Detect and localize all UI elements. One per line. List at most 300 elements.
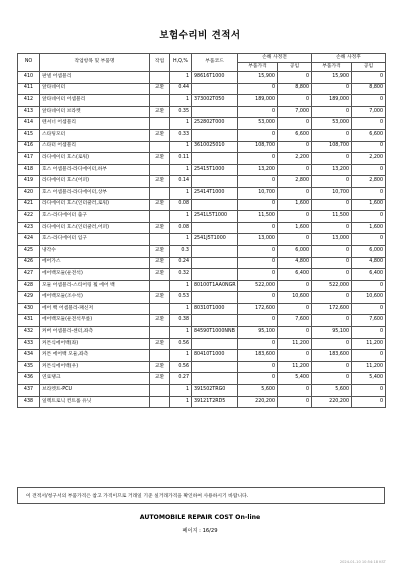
cell-before-labor: 10,600 bbox=[278, 292, 312, 304]
cell-after-labor: 11,200 bbox=[352, 338, 386, 350]
cell-code bbox=[192, 129, 238, 141]
cell-item: 호스-라디에이터 출구 bbox=[40, 211, 150, 223]
cell-before-part-price: 0 bbox=[238, 269, 278, 281]
cell-before-part-price: 183,600 bbox=[238, 350, 278, 362]
cell-item: 앞타네이터 bbox=[40, 83, 150, 95]
cell-after-part-price: 522,000 bbox=[312, 280, 352, 292]
cell-before-labor: 0 bbox=[278, 118, 312, 130]
cell-item: 커버 어셈블리-센터,좌측 bbox=[40, 327, 150, 339]
cell-no: 418 bbox=[18, 164, 40, 176]
cell-item: 스타팅모터 bbox=[40, 129, 150, 141]
cell-no: 416 bbox=[18, 141, 40, 153]
cell-hqty: 1 bbox=[170, 396, 192, 408]
cell-no: 429 bbox=[18, 292, 40, 304]
cell-before-labor: 7,600 bbox=[278, 315, 312, 327]
cell-before-labor: 6,400 bbox=[278, 269, 312, 281]
col-after-part-price: 부품가격 bbox=[312, 63, 352, 72]
cell-work: 교환 bbox=[150, 373, 170, 385]
col-after: 손해 사정후 bbox=[312, 54, 386, 63]
cell-before-part-price: 0 bbox=[238, 257, 278, 269]
cell-before-labor: 0 bbox=[278, 211, 312, 223]
cell-work bbox=[150, 141, 170, 153]
table-row bbox=[18, 72, 386, 84]
cell-item: 커튼식에어백(좌) bbox=[40, 338, 150, 350]
cell-no: 419 bbox=[18, 176, 40, 188]
cell-before-labor: 0 bbox=[278, 350, 312, 362]
cell-after-part-price: 0 bbox=[312, 245, 352, 257]
cell-hqty: 1 bbox=[170, 72, 192, 84]
cell-no: 436 bbox=[18, 373, 40, 385]
cell-no: 424 bbox=[18, 234, 40, 246]
cell-code bbox=[192, 269, 238, 281]
table-row bbox=[18, 385, 386, 397]
cell-before-part-price: 11,500 bbox=[238, 211, 278, 223]
cell-work: 교환 bbox=[150, 83, 170, 95]
cell-code bbox=[192, 176, 238, 188]
cell-no: 412 bbox=[18, 95, 40, 107]
cell-work bbox=[150, 396, 170, 408]
table-row bbox=[18, 234, 386, 246]
cell-no: 437 bbox=[18, 385, 40, 397]
cell-before-labor: 6,600 bbox=[278, 129, 312, 141]
cell-hqty: 0.35 bbox=[170, 106, 192, 118]
cell-hqty: 1 bbox=[170, 118, 192, 130]
cell-before-part-price: 0 bbox=[238, 199, 278, 211]
col-code: 부품코드 bbox=[192, 54, 238, 72]
cell-code bbox=[192, 315, 238, 327]
cell-before-part-price: 53,000 bbox=[238, 118, 278, 130]
cell-work bbox=[150, 187, 170, 199]
cell-work bbox=[150, 327, 170, 339]
col-before: 손해 사정전 bbox=[238, 54, 312, 63]
cell-item: 라디에이터 호스(인터쿨러,로워) bbox=[40, 199, 150, 211]
cell-code: 3610025010 bbox=[192, 141, 238, 153]
cell-code bbox=[192, 292, 238, 304]
cell-hqty: 0.56 bbox=[170, 338, 192, 350]
cell-hqty: 0.56 bbox=[170, 361, 192, 373]
cell-hqty: 0.08 bbox=[170, 222, 192, 234]
table-row bbox=[18, 373, 386, 385]
cell-code: 2541L5T1000 bbox=[192, 211, 238, 223]
cell-before-part-price: 0 bbox=[238, 361, 278, 373]
cell-no: 423 bbox=[18, 222, 40, 234]
cell-after-labor: 7,000 bbox=[352, 106, 386, 118]
cell-after-labor: 0 bbox=[352, 211, 386, 223]
cell-no: 413 bbox=[18, 106, 40, 118]
cell-hqty: 1 bbox=[170, 350, 192, 362]
cell-code: 25415T1000 bbox=[192, 164, 238, 176]
col-no: NO bbox=[18, 54, 40, 72]
cell-no: 420 bbox=[18, 187, 40, 199]
cell-after-labor: 0 bbox=[352, 141, 386, 153]
cell-after-part-price: 0 bbox=[312, 153, 352, 165]
table-row bbox=[18, 303, 386, 315]
cell-work bbox=[150, 211, 170, 223]
cell-no: 422 bbox=[18, 211, 40, 223]
cell-after-part-price: 0 bbox=[312, 373, 352, 385]
cell-hqty: 0.14 bbox=[170, 176, 192, 188]
cell-after-labor: 0 bbox=[352, 303, 386, 315]
cell-after-part-price: 53,000 bbox=[312, 118, 352, 130]
cell-code bbox=[192, 257, 238, 269]
cell-item: 호스 어셈블리-라디에이터,상부 bbox=[40, 187, 150, 199]
cell-work: 교환 bbox=[150, 176, 170, 188]
col-hqty: H,Q,% bbox=[170, 54, 192, 72]
table-row bbox=[18, 350, 386, 362]
cell-hqty: 1 bbox=[170, 280, 192, 292]
table-row bbox=[18, 129, 386, 141]
cell-no: 410 bbox=[18, 72, 40, 84]
cell-after-labor: 0 bbox=[352, 72, 386, 84]
cell-before-part-price: 0 bbox=[238, 106, 278, 118]
cell-after-part-price: 0 bbox=[312, 338, 352, 350]
cell-before-labor: 0 bbox=[278, 72, 312, 84]
cell-item: 판넬 어셈블리 bbox=[40, 72, 150, 84]
cell-no: 431 bbox=[18, 315, 40, 327]
cell-after-labor: 10,600 bbox=[352, 292, 386, 304]
cell-after-labor: 0 bbox=[352, 164, 386, 176]
cell-after-labor: 11,200 bbox=[352, 361, 386, 373]
cell-no: 428 bbox=[18, 280, 40, 292]
cell-before-labor: 0 bbox=[278, 280, 312, 292]
cell-hqty: 1 bbox=[170, 211, 192, 223]
table-header bbox=[18, 54, 386, 72]
cell-after-part-price: 183,600 bbox=[312, 350, 352, 362]
table-body bbox=[18, 72, 386, 408]
cell-work: 교환 bbox=[150, 245, 170, 257]
cell-before-part-price: 0 bbox=[238, 153, 278, 165]
col-item: 작업항목 및 부품명 bbox=[40, 54, 150, 72]
cell-work bbox=[150, 72, 170, 84]
cell-before-labor: 0 bbox=[278, 187, 312, 199]
table-row bbox=[18, 164, 386, 176]
cell-work bbox=[150, 303, 170, 315]
cell-code bbox=[192, 338, 238, 350]
cell-after-labor: 1,600 bbox=[352, 222, 386, 234]
cell-after-labor: 2,800 bbox=[352, 176, 386, 188]
cell-after-part-price: 15,900 bbox=[312, 72, 352, 84]
cell-item: 모듈 어셈블리-스티어링 휠 에어 백 bbox=[40, 280, 150, 292]
table-row bbox=[18, 95, 386, 107]
col-after-labor: 공임 bbox=[352, 63, 386, 72]
table-row bbox=[18, 106, 386, 118]
cell-item: 라디에이터 호스(인터쿨러,어퍼) bbox=[40, 222, 150, 234]
cell-hqty: 1 bbox=[170, 95, 192, 107]
cell-code: 98616T1000 bbox=[192, 72, 238, 84]
cell-no: 427 bbox=[18, 269, 40, 281]
cell-hqty: 0.44 bbox=[170, 83, 192, 95]
cell-after-labor: 6,600 bbox=[352, 129, 386, 141]
cell-before-labor: 0 bbox=[278, 141, 312, 153]
cell-before-labor: 0 bbox=[278, 385, 312, 397]
table-row bbox=[18, 257, 386, 269]
cell-hqty: 0.33 bbox=[170, 129, 192, 141]
cell-work: 교환 bbox=[150, 106, 170, 118]
cell-no: 411 bbox=[18, 83, 40, 95]
cell-after-labor: 0 bbox=[352, 280, 386, 292]
cell-after-part-price: 220,200 bbox=[312, 396, 352, 408]
cell-hqty: 1 bbox=[170, 327, 192, 339]
cell-no: 438 bbox=[18, 396, 40, 408]
table-row bbox=[18, 118, 386, 130]
cell-item: 일렉트로닉 컨트롤 유닛 bbox=[40, 396, 150, 408]
cell-code bbox=[192, 106, 238, 118]
cell-no: 421 bbox=[18, 199, 40, 211]
cell-hqty: 0.11 bbox=[170, 153, 192, 165]
cell-before-part-price: 0 bbox=[238, 338, 278, 350]
cell-work bbox=[150, 118, 170, 130]
cell-before-part-price: 13,200 bbox=[238, 164, 278, 176]
cell-item: 에어백모듈(운전석) bbox=[40, 269, 150, 281]
cell-after-labor: 6,000 bbox=[352, 245, 386, 257]
cell-work: 교환 bbox=[150, 222, 170, 234]
table-row bbox=[18, 83, 386, 95]
table-row bbox=[18, 338, 386, 350]
table-row bbox=[18, 187, 386, 199]
table-row bbox=[18, 153, 386, 165]
cell-work: 교환 bbox=[150, 129, 170, 141]
cell-item: 앞타네이터 브라켓 bbox=[40, 106, 150, 118]
cell-before-part-price: 522,000 bbox=[238, 280, 278, 292]
cell-before-part-price: 0 bbox=[238, 222, 278, 234]
cell-code: 84590T1000NNB bbox=[192, 327, 238, 339]
table-row bbox=[18, 245, 386, 257]
cell-no: 425 bbox=[18, 245, 40, 257]
cell-hqty: 0.27 bbox=[170, 373, 192, 385]
cell-code: 39121T2RD5 bbox=[192, 396, 238, 408]
cell-before-part-price: 95,100 bbox=[238, 327, 278, 339]
cell-after-part-price: 172,600 bbox=[312, 303, 352, 315]
cell-code: 25414T1000 bbox=[192, 187, 238, 199]
table-row bbox=[18, 222, 386, 234]
cell-no: 434 bbox=[18, 350, 40, 362]
table-row bbox=[18, 396, 386, 408]
cell-after-part-price: 0 bbox=[312, 257, 352, 269]
cell-hqty: 0.08 bbox=[170, 199, 192, 211]
table-row bbox=[18, 211, 386, 223]
cell-before-part-price: 0 bbox=[238, 315, 278, 327]
cell-code: 80100T1AA0NGR bbox=[192, 280, 238, 292]
table-row bbox=[18, 315, 386, 327]
cell-after-labor: 0 bbox=[352, 396, 386, 408]
cell-before-part-price: 0 bbox=[238, 373, 278, 385]
estimate-table bbox=[17, 53, 386, 408]
cell-after-labor: 0 bbox=[352, 187, 386, 199]
cell-after-labor: 7,600 bbox=[352, 315, 386, 327]
cell-item: 호스 어셈블리-라디에이터,하부 bbox=[40, 164, 150, 176]
cell-no: 417 bbox=[18, 153, 40, 165]
cell-before-labor: 11,200 bbox=[278, 338, 312, 350]
cell-after-part-price: 10,700 bbox=[312, 187, 352, 199]
cell-item: 에어백모듈(운전석무릎) bbox=[40, 315, 150, 327]
cell-item: 스타터 어셈블리 bbox=[40, 141, 150, 153]
document-title: 보험수리비 견적서 bbox=[159, 30, 241, 41]
cell-code: 80310T1000 bbox=[192, 303, 238, 315]
cell-after-part-price: 0 bbox=[312, 269, 352, 281]
cell-after-part-price: 13,200 bbox=[312, 164, 352, 176]
table-row bbox=[18, 176, 386, 188]
cell-no: 430 bbox=[18, 303, 40, 315]
cell-no: 433 bbox=[18, 338, 40, 350]
cell-after-part-price: 0 bbox=[312, 292, 352, 304]
cell-code: 391502TRG0 bbox=[192, 385, 238, 397]
cell-before-part-price: 0 bbox=[238, 176, 278, 188]
cell-before-labor: 6,000 bbox=[278, 245, 312, 257]
cell-before-labor: 2,200 bbox=[278, 153, 312, 165]
cell-before-part-price: 108,700 bbox=[238, 141, 278, 153]
cell-work: 교환 bbox=[150, 292, 170, 304]
cell-work bbox=[150, 350, 170, 362]
cell-before-labor: 2,800 bbox=[278, 176, 312, 188]
cell-code: 2541J5T1000 bbox=[192, 234, 238, 246]
cell-item: 라디에이터 호스(로워) bbox=[40, 153, 150, 165]
cell-before-labor: 0 bbox=[278, 327, 312, 339]
cell-after-part-price: 11,500 bbox=[312, 211, 352, 223]
cell-hqty: 0.38 bbox=[170, 315, 192, 327]
cell-before-part-price: 0 bbox=[238, 83, 278, 95]
cell-code bbox=[192, 245, 238, 257]
cell-after-part-price: 0 bbox=[312, 361, 352, 373]
cell-work: 교환 bbox=[150, 269, 170, 281]
cell-hqty: 1 bbox=[170, 303, 192, 315]
cell-hqty: 0.53 bbox=[170, 292, 192, 304]
cell-before-labor: 0 bbox=[278, 303, 312, 315]
cell-work: 교환 bbox=[150, 199, 170, 211]
cell-hqty: 0.32 bbox=[170, 269, 192, 281]
cell-before-part-price: 0 bbox=[238, 245, 278, 257]
cell-after-part-price: 0 bbox=[312, 83, 352, 95]
table-row bbox=[18, 292, 386, 304]
cell-item: 커튼식에어백(우) bbox=[40, 361, 150, 373]
cell-no: 432 bbox=[18, 327, 40, 339]
cell-after-part-price: 13,000 bbox=[312, 234, 352, 246]
cell-before-part-price: 220,200 bbox=[238, 396, 278, 408]
table-row bbox=[18, 361, 386, 373]
cell-after-part-price: 0 bbox=[312, 176, 352, 188]
cell-code bbox=[192, 153, 238, 165]
cell-after-part-price: 5,600 bbox=[312, 385, 352, 397]
cell-work bbox=[150, 385, 170, 397]
price-note: 이 견적서/청구서의 부품가격은 참고 가격이므로 거래일 기준 실거래가격을 확인하여 사용하시기 바랍니다. bbox=[17, 487, 385, 504]
cell-work: 교환 bbox=[150, 153, 170, 165]
cell-hqty: 0.24 bbox=[170, 257, 192, 269]
cell-after-part-price: 189,000 bbox=[312, 95, 352, 107]
cell-before-labor: 0 bbox=[278, 396, 312, 408]
cell-before-labor: 0 bbox=[278, 234, 312, 246]
cell-after-part-price: 95,100 bbox=[312, 327, 352, 339]
cell-before-part-price: 0 bbox=[238, 292, 278, 304]
cell-hqty: 1 bbox=[170, 234, 192, 246]
cell-code: 252802T000 bbox=[192, 118, 238, 130]
cell-before-part-price: 13,000 bbox=[238, 234, 278, 246]
cell-before-part-price: 15,900 bbox=[238, 72, 278, 84]
cell-hqty: 0.3 bbox=[170, 245, 192, 257]
page-number: 페이지 : 16/29 bbox=[182, 528, 218, 534]
cell-work: 교환 bbox=[150, 338, 170, 350]
cell-no: 426 bbox=[18, 257, 40, 269]
cell-after-labor: 0 bbox=[352, 350, 386, 362]
cell-item: 에어 백 어셈블리-패신저 bbox=[40, 303, 150, 315]
cell-before-part-price: 10,700 bbox=[238, 187, 278, 199]
cell-code bbox=[192, 361, 238, 373]
col-before-part-price: 부품가격 bbox=[238, 63, 278, 72]
cell-hqty: 1 bbox=[170, 385, 192, 397]
col-before-labor: 공임 bbox=[278, 63, 312, 72]
cell-after-labor: 1,600 bbox=[352, 199, 386, 211]
cell-after-part-price: 0 bbox=[312, 315, 352, 327]
cell-before-labor: 7,000 bbox=[278, 106, 312, 118]
cell-hqty: 1 bbox=[170, 187, 192, 199]
cell-work: 교환 bbox=[150, 315, 170, 327]
cell-after-labor: 2,200 bbox=[352, 153, 386, 165]
cell-item: 브라켓트-PCU bbox=[40, 385, 150, 397]
cell-after-part-price: 108,700 bbox=[312, 141, 352, 153]
table-row bbox=[18, 141, 386, 153]
print-timestamp: 2024-01-10 10:54:18 KST bbox=[339, 560, 386, 564]
cell-item: 냉각수 bbox=[40, 245, 150, 257]
cell-code bbox=[192, 199, 238, 211]
cell-code bbox=[192, 83, 238, 95]
table-row bbox=[18, 199, 386, 211]
cell-item: 텐셔너 어셈블리 bbox=[40, 118, 150, 130]
footer-brand: AUTOMOBILE REPAIR COST On-line bbox=[139, 514, 261, 521]
cell-after-labor: 0 bbox=[352, 95, 386, 107]
cell-after-part-price: 0 bbox=[312, 129, 352, 141]
cell-code: 373002T050 bbox=[192, 95, 238, 107]
cell-after-labor: 4,800 bbox=[352, 257, 386, 269]
table-row bbox=[18, 269, 386, 281]
cell-work: 교환 bbox=[150, 361, 170, 373]
cell-after-labor: 8,800 bbox=[352, 83, 386, 95]
cell-no: 414 bbox=[18, 118, 40, 130]
cell-before-part-price: 172,600 bbox=[238, 303, 278, 315]
cell-after-part-price: 0 bbox=[312, 199, 352, 211]
col-work: 작업 bbox=[150, 54, 170, 72]
cell-after-labor: 0 bbox=[352, 118, 386, 130]
cell-after-labor: 0 bbox=[352, 385, 386, 397]
cell-no: 435 bbox=[18, 361, 40, 373]
cell-item: 호스-라디에이터 입구 bbox=[40, 234, 150, 246]
table-row bbox=[18, 280, 386, 292]
cell-item: 앞타네이터 어셈블리 bbox=[40, 95, 150, 107]
cell-after-part-price: 0 bbox=[312, 222, 352, 234]
cell-hqty: 1 bbox=[170, 164, 192, 176]
cell-work: 교환 bbox=[150, 257, 170, 269]
cell-before-part-price: 5,600 bbox=[238, 385, 278, 397]
cell-hqty: 1 bbox=[170, 141, 192, 153]
cell-before-labor: 0 bbox=[278, 164, 312, 176]
cell-item: 에어가스 bbox=[40, 257, 150, 269]
cell-no: 415 bbox=[18, 129, 40, 141]
cell-code bbox=[192, 222, 238, 234]
cell-before-labor: 0 bbox=[278, 95, 312, 107]
cell-item: 라디에이터 호스(어퍼) bbox=[40, 176, 150, 188]
cell-code bbox=[192, 373, 238, 385]
cell-after-labor: 6,400 bbox=[352, 269, 386, 281]
cell-item: 커튼 에어백 모듈,좌측 bbox=[40, 350, 150, 362]
cell-after-labor: 0 bbox=[352, 327, 386, 339]
cell-before-labor: 1,600 bbox=[278, 222, 312, 234]
cell-work bbox=[150, 234, 170, 246]
cell-work bbox=[150, 164, 170, 176]
table-row bbox=[18, 327, 386, 339]
cell-before-labor: 5,400 bbox=[278, 373, 312, 385]
cell-after-labor: 0 bbox=[352, 234, 386, 246]
cell-before-labor: 8,800 bbox=[278, 83, 312, 95]
cell-after-labor: 5,400 bbox=[352, 373, 386, 385]
cell-before-labor: 4,800 bbox=[278, 257, 312, 269]
cell-before-labor: 1,600 bbox=[278, 199, 312, 211]
